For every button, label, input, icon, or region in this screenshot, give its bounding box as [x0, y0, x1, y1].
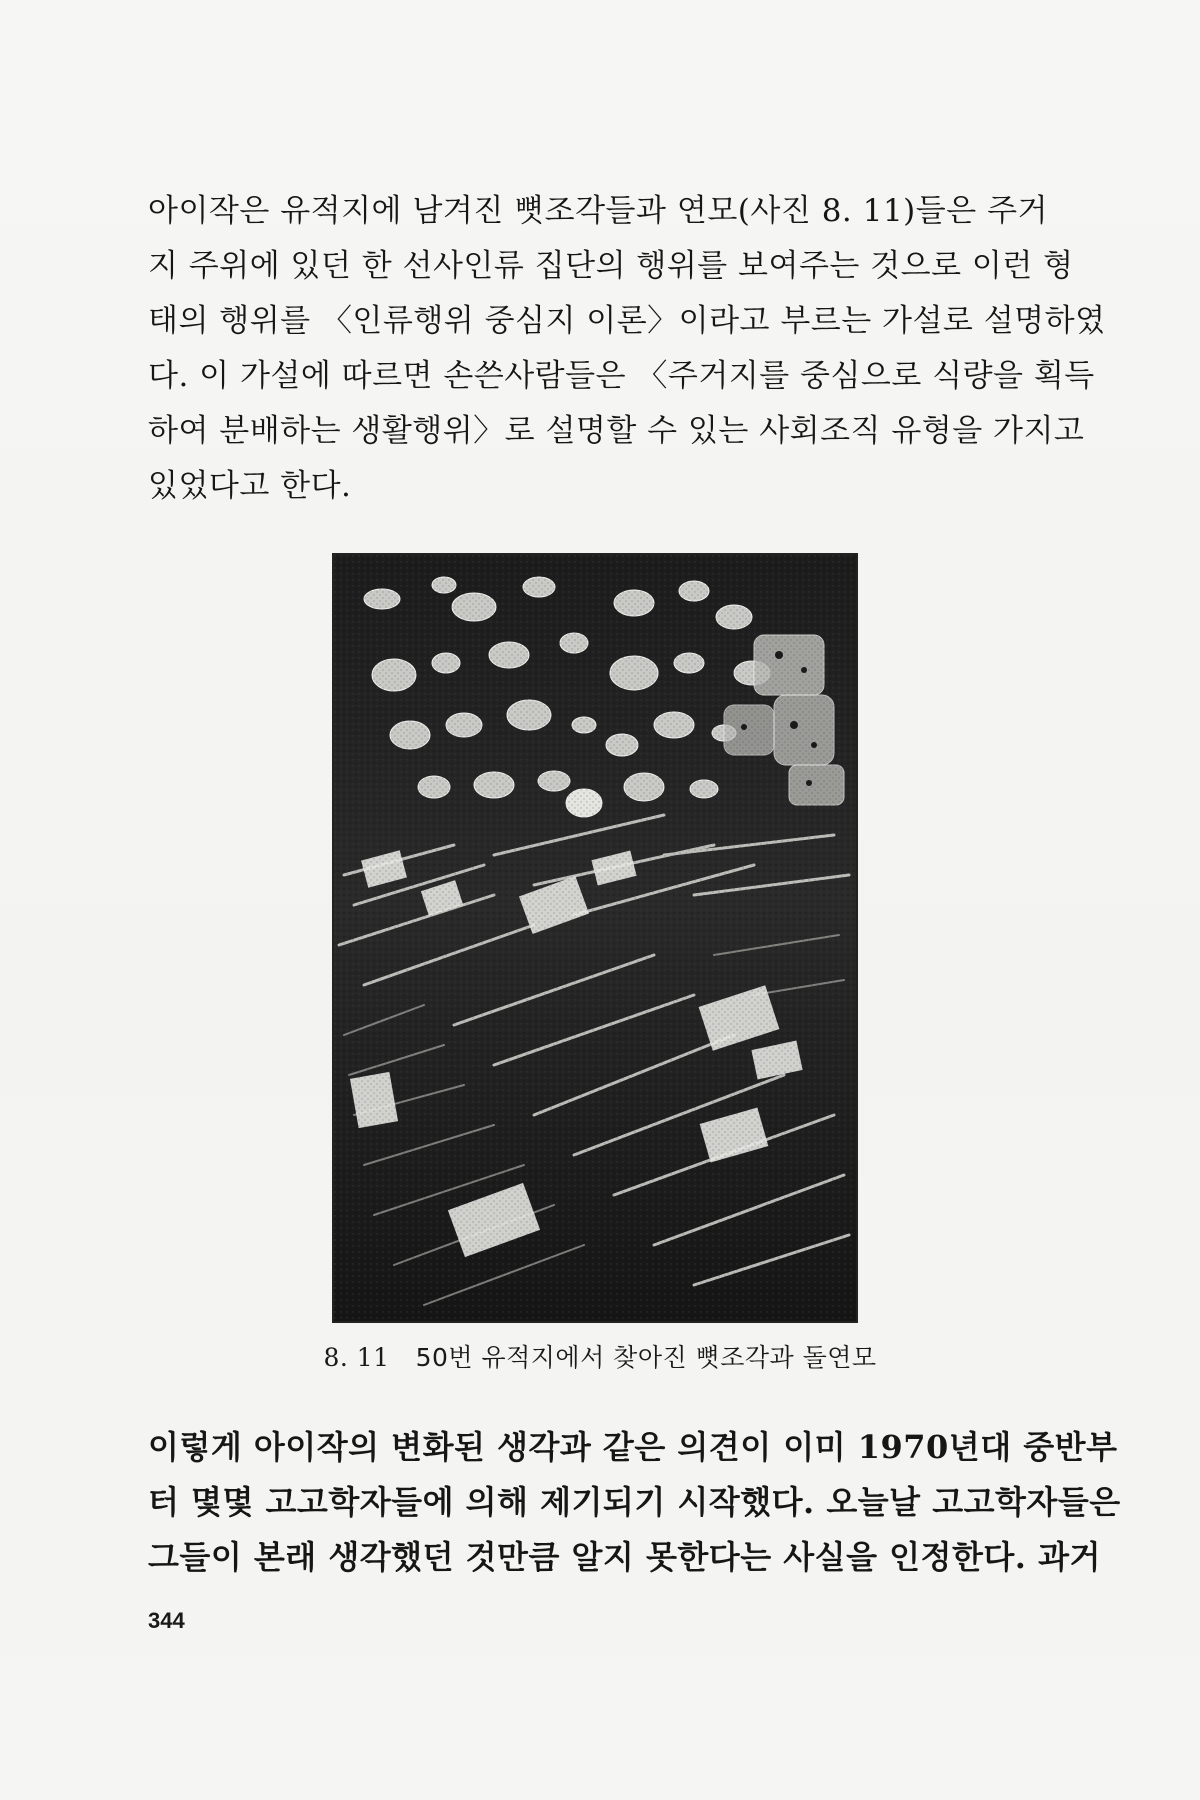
figure-caption: [0, 1338, 1200, 1374]
body-paragraph-1: [148, 184, 1106, 514]
text-line: 터 몇몇 고고학자들에 의해 제기되기 시작했다. 오늘날 고고학자들은: [148, 1483, 1121, 1521]
figure-number: 8. 11: [323, 1343, 390, 1372]
page-number: 344: [148, 1608, 185, 1633]
text-line: 다. 이 가설에 따르면 손쓴사람들은 〈주거지를 중심으로 식량을 획득: [148, 358, 1095, 394]
text-line: 이렇게 아이작의 변화된 생각과 같은 의견이 이미 1970년대 중반부: [148, 1428, 1118, 1466]
text-line: 있었다고 한다.: [148, 468, 352, 504]
text-line: 하여 분배하는 생활행위〉로 설명할 수 있는 사회조직 유형을 가지고: [148, 413, 1085, 449]
bone-fragments-photo-illustration: [334, 555, 856, 1321]
excavation-photo: [332, 553, 858, 1323]
body-paragraph-2: [148, 1420, 1121, 1585]
figure-caption-text: 50번 유적지에서 찾아진 뼛조각과 돌연모: [415, 1343, 877, 1372]
text-line: 지 주위에 있던 한 선사인류 집단의 행위를 보여주는 것으로 이런 형: [148, 248, 1074, 284]
text-line: 그들이 본래 생각했던 것만큼 알지 못한다는 사실을 인정한다. 과거: [148, 1538, 1101, 1576]
text-line: 태의 행위를 〈인류행위 중심지 이론〉이라고 부르는 가설로 설명하였: [148, 303, 1106, 339]
text-line: 아이작은 유적지에 남겨진 뼛조각들과 연모(사진 8. 11)들은 주거: [148, 193, 1048, 229]
